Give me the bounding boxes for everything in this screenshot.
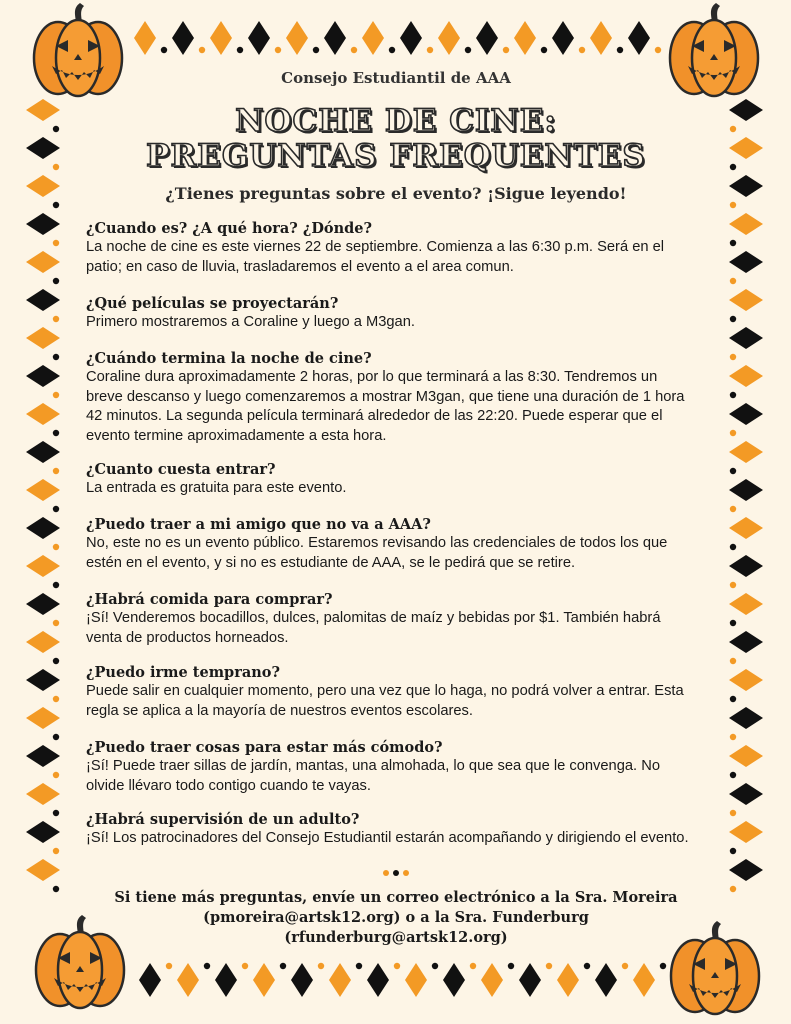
diamond-icon [729, 631, 763, 653]
diamond-icon [633, 963, 655, 997]
diamond-icon [729, 593, 763, 615]
diamond-icon [514, 21, 536, 55]
dot-icon [617, 47, 623, 53]
dot-icon [53, 430, 59, 436]
diamond-icon [729, 859, 763, 881]
dot-icon [730, 430, 736, 436]
diamond-icon [729, 137, 763, 159]
diamond-icon [215, 963, 237, 997]
faq-item [86, 515, 698, 573]
diamond-icon [291, 963, 313, 997]
dot-icon [503, 47, 509, 53]
diamond-icon [26, 669, 60, 691]
dot-icon [470, 963, 476, 969]
diamond-icon [590, 21, 612, 55]
faq-item [86, 738, 698, 796]
diamond-icon [26, 137, 60, 159]
faq-question: ¿Cuanto cuesta entrar? [86, 461, 276, 478]
diamond-icon [405, 963, 427, 997]
diamond-icon [362, 21, 384, 55]
dot-icon [53, 848, 59, 854]
diamond-icon [26, 251, 60, 273]
organization-name: Consejo Estudiantil de AAA [281, 69, 511, 87]
diamond-icon [26, 479, 60, 501]
diamond-icon [253, 963, 275, 997]
diamond-icon [26, 593, 60, 615]
dot-icon [53, 506, 59, 512]
diamond-icon [729, 251, 763, 273]
dot-icon [465, 47, 471, 53]
dot-icon [546, 963, 552, 969]
diamond-icon [26, 289, 60, 311]
diamond-icon [552, 21, 574, 55]
dot-icon [53, 772, 59, 778]
diamond-icon [26, 783, 60, 805]
dot-icon [394, 963, 400, 969]
diamond-icon [400, 21, 422, 55]
dot-icon [730, 544, 736, 550]
diamond-icon [729, 669, 763, 691]
dot-icon [53, 202, 59, 208]
faq-item [86, 590, 698, 648]
diamond-icon [729, 327, 763, 349]
page-title-line-2: PREGUNTAS FREQUENTES [146, 138, 646, 174]
dot-icon [53, 810, 59, 816]
diamond-icon [26, 707, 60, 729]
faq-item [86, 219, 698, 277]
dot-icon [730, 848, 736, 854]
diamond-icon [367, 963, 389, 997]
diamond-icon [324, 21, 346, 55]
dot-icon [730, 126, 736, 132]
diamond-icon [329, 963, 351, 997]
diamond-icon [481, 963, 503, 997]
faq-answer: No, este no es un evento público. Estaremos revisando las credenciales de todos los que estén en el evento, y si no es estudiante de AAA, se le pedirá que se retire. [86, 535, 668, 571]
diamond-icon [26, 821, 60, 843]
dot-icon [318, 963, 324, 969]
diamond-icon [729, 213, 763, 235]
faq-item [86, 810, 698, 849]
dot-icon [53, 354, 59, 360]
diamond-icon [729, 517, 763, 539]
diamond-icon [26, 859, 60, 881]
faq-question: ¿Cuando es? ¿A qué hora? ¿Dónde? [86, 220, 372, 237]
dot-icon [730, 240, 736, 246]
dot-icon [356, 963, 362, 969]
faq-question: ¿Habrá supervisión de un adulto? [86, 811, 360, 828]
divider-dots [86, 866, 706, 878]
diamond-icon [443, 963, 465, 997]
subtitle: ¿Tienes preguntas sobre el evento? ¡Sigue leyendo! [165, 184, 627, 203]
faq-answer: ¡Sí! Venderemos bocadillos, dulces, palomitas de maíz y bebidas por $1. También habrá venta de productos horneados. [86, 610, 661, 646]
dot-icon [53, 620, 59, 626]
dot-icon [204, 963, 210, 969]
faq-answer: ¡Sí! Los patrocinadores del Consejo Estudiantil estarán acompañando y dirigiendo el evento. [86, 830, 689, 846]
faq-answer: La noche de cine es este viernes 22 de septiembre. Comienza a las 6:30 p.m. Será en el patio; en caso de lluvia, trasladaremos el evento a el area comun. [86, 239, 665, 275]
dot-icon [730, 506, 736, 512]
diamond-icon [557, 963, 579, 997]
faq-answer: ¡Sí! Puede traer sillas de jardín, mantas, una almohada, lo que sea que le convenga. No olvide llévaro todo contigo cuando te vayas. [86, 758, 660, 794]
dot-icon [730, 468, 736, 474]
dot-icon [730, 810, 736, 816]
dot-icon [237, 47, 243, 53]
diamond-icon [729, 479, 763, 501]
faq-answer: La entrada es gratuita para este evento. [86, 480, 347, 496]
diamond-icon [476, 21, 498, 55]
dot-icon [579, 47, 585, 53]
faq-answer: Coraline dura aproximadamente 2 horas, por lo que terminará a las 8:30. Tendremos un breve descanso y luego comenzaremos a mostrar M3gan, que tiene una duración de 1 hora 42 minutos. La segunda película terminará alrededor de las 22:20. Puede esperar que el evento termine aproximadamente a esta hora. [86, 369, 685, 444]
diamond-icon [729, 175, 763, 197]
diamond-icon [26, 517, 60, 539]
dot-icon [53, 468, 59, 474]
faq-answer: Primero mostraremos a Coraline y luego a M3gan. [86, 314, 415, 330]
diamond-icon [26, 327, 60, 349]
dot-icon [730, 316, 736, 322]
faq-item [86, 294, 698, 333]
dot-icon [730, 392, 736, 398]
dot-icon [541, 47, 547, 53]
diamond-icon [172, 21, 194, 55]
diamond-icon [26, 745, 60, 767]
diamond-icon [286, 21, 308, 55]
faq-question: ¿Puedo irme temprano? [86, 664, 280, 681]
footer-line: Si tiene más preguntas, envíe un correo electrónico a la Sra. Moreira [114, 889, 678, 906]
diamond-icon [26, 365, 60, 387]
dot-icon [730, 886, 736, 892]
diamond-icon [26, 555, 60, 577]
dot-icon [389, 47, 395, 53]
diamond-icon [26, 631, 60, 653]
diamond-icon [134, 21, 156, 55]
diamond-icon [729, 289, 763, 311]
footer-line: (rfunderburg@artsk12.org) [284, 929, 508, 946]
dot-icon [427, 47, 433, 53]
dot-icon [199, 47, 205, 53]
faq-question: ¿Puedo traer a mi amigo que no va a AAA? [86, 516, 431, 533]
diamond-icon [729, 555, 763, 577]
dot-icon [53, 582, 59, 588]
dot-icon [53, 164, 59, 170]
dot-icon [53, 658, 59, 664]
diamond-icon [595, 963, 617, 997]
diamond-icon [729, 441, 763, 463]
dot-icon [53, 240, 59, 246]
dot-icon [53, 126, 59, 132]
diamond-icon [519, 963, 541, 997]
diamond-icon [438, 21, 460, 55]
dot-icon [508, 963, 514, 969]
diamond-icon [139, 963, 161, 997]
dot-icon [584, 963, 590, 969]
diamond-icon [26, 175, 60, 197]
diamond-icon [729, 99, 763, 121]
dot-icon [730, 696, 736, 702]
dot-icon [53, 544, 59, 550]
faq-question: ¿Habrá comida para comprar? [86, 591, 333, 608]
dot-icon [166, 963, 172, 969]
dot-icon [622, 963, 628, 969]
dot-icon [730, 164, 736, 170]
diamond-icon [26, 403, 60, 425]
dot-icon [655, 47, 661, 53]
diamond-icon [729, 783, 763, 805]
diamond-icon [248, 21, 270, 55]
dot-icon [275, 47, 281, 53]
faq-answer: Puede salir en cualquier momento, pero una vez que lo haga, no podrá volver a entrar. Esta regla se aplica a la mayoría de nuestros eventos escolares. [86, 683, 684, 719]
dot-icon [161, 47, 167, 53]
faq-item [86, 663, 698, 721]
dot-icon [730, 772, 736, 778]
dot-icon [730, 734, 736, 740]
dot-icon [242, 963, 248, 969]
dot-icon [53, 886, 59, 892]
dot-icon [313, 47, 319, 53]
dot-icon [53, 316, 59, 322]
diamond-icon [729, 707, 763, 729]
dot-icon [53, 392, 59, 398]
dot-icon [53, 696, 59, 702]
faq-question: ¿Cuándo termina la noche de cine? [86, 350, 372, 367]
diamond-icon [729, 821, 763, 843]
dot-icon [730, 202, 736, 208]
dot-icon [351, 47, 357, 53]
faq-item [86, 460, 698, 499]
page-title-line-1: NOCHE DE CINE: [235, 103, 557, 139]
dot-icon [53, 734, 59, 740]
diamond-icon [628, 21, 650, 55]
contact-footer [86, 888, 706, 948]
diamond-icon [26, 213, 60, 235]
dot-icon [432, 963, 438, 969]
dot-icon [730, 658, 736, 664]
diamond-icon [26, 441, 60, 463]
dot-icon [53, 278, 59, 284]
diamond-icon [729, 745, 763, 767]
dot-icon [280, 963, 286, 969]
faq-item [86, 349, 698, 446]
dot-icon [730, 278, 736, 284]
diamond-icon [729, 365, 763, 387]
faq-question: ¿Qué películas se proyectarán? [86, 295, 339, 312]
faq-question: ¿Puedo traer cosas para estar más cómodo? [86, 739, 443, 756]
diamond-icon [177, 963, 199, 997]
diamond-icon [210, 21, 232, 55]
footer-line: (pmoreira@artsk12.org) o a la Sra. Funderburg [203, 909, 589, 926]
dot-icon [730, 582, 736, 588]
diamond-icon [26, 99, 60, 121]
dot-icon [730, 354, 736, 360]
diamond-icon [729, 403, 763, 425]
dot-icon [730, 620, 736, 626]
